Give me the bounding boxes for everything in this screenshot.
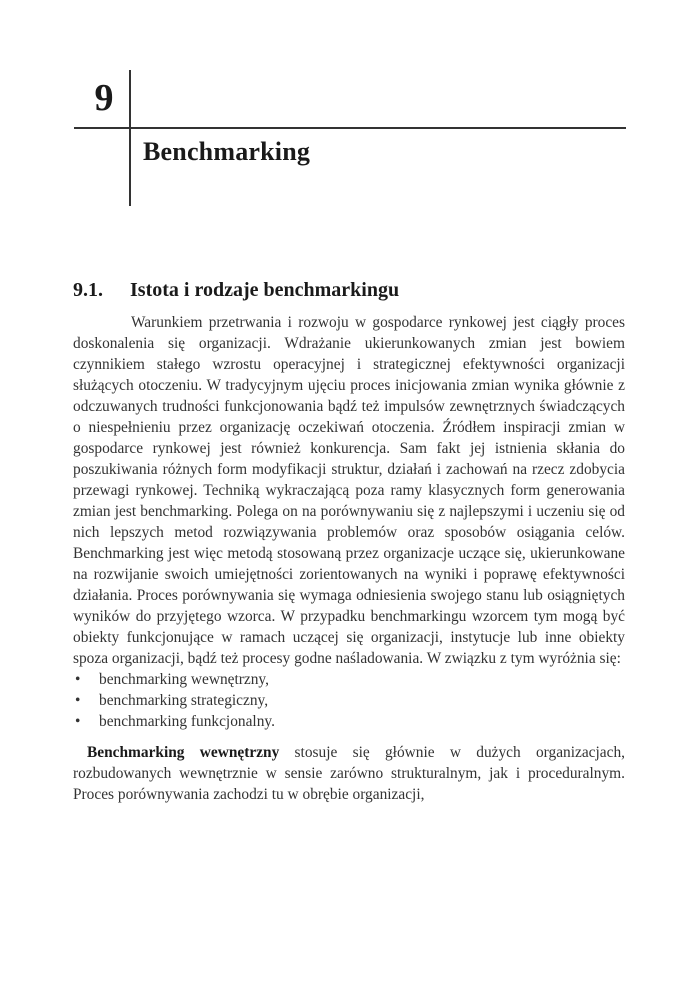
section-number: 9.1. (73, 279, 103, 301)
list-item (73, 690, 625, 711)
section-title: Istota i rodzaje benchmarkingu (130, 279, 400, 301)
chapter-number: 9 (94, 77, 114, 119)
bullet-icon: • (75, 671, 81, 688)
section-heading (73, 276, 399, 304)
paragraph-internal-text: stosuje się głównie w dużych organizacjach, rozbudowanych wewnętrznie w sensie zarówno strukturalnym, jak i proceduralnym. Proces porównywania zachodzi tu w obrębie organizacji, (73, 744, 625, 803)
list-item (73, 669, 625, 690)
bullet-icon: • (75, 713, 81, 730)
chapter-vertical-rule (129, 70, 131, 206)
paragraph-internal-benchmarking (73, 742, 625, 805)
chapter-title: Benchmarking (143, 137, 311, 166)
chapter-horizontal-rule (74, 127, 626, 129)
list-item-text: benchmarking funkcjonalny. (99, 713, 275, 730)
list-item (73, 711, 625, 732)
bullet-icon: • (75, 692, 81, 709)
list-item-text: benchmarking strategiczny, (99, 692, 269, 709)
list-item-text: benchmarking wewnętrzny, (99, 671, 269, 688)
body-text (73, 312, 625, 805)
benchmarking-types-list (73, 669, 625, 732)
term-internal-benchmarking: Benchmarking wewnętrzny (87, 744, 280, 761)
paragraph-intro: Warunkiem przetrwania i rozwoju w gospodarce rynkowej jest ciągły proces doskonalenia się organizacji. Wdrażanie ukierunkowanych zmian jest bowiem czynnikiem stałego wzrostu operacyjnej i strategicznej efektywności organizacji służących otoczeniu. W tradycyjnym ujęciu proces inicjowania zmian wynika głównie z odczuwanych trudności funkcjonowania bądź też impulsów zewnętrznych świadczących o niespełnieniu przez organizację oczekiwań otoczenia. Źródłem inspiracji zmian w gospodarce rynkowej jest również konkurencja. Sam fakt jej istnienia skłania do poszukiwania różnych form modyfikacji struktur, działań i zachowań na rzecz zdobycia przewagi rynkowej. Techniką wykraczającą poza ramy klasycznych form generowania zmian jest benchmarking. Polega on na porównywaniu się z najlepszymi i uczeniu się od nich lepszych metod rozwiązywania problemów oraz sposobów osiągania celów. Benchmarking jest więc metodą stosowaną przez organizacje uczące się, ukierunkowane na rozwijanie swoich umiejętności zorientowanych na wyniki i poprawę efektywności działania. Proces porównywania się wymaga odniesienia swojego stanu lub osiągniętych wyników do przyjętego wzorca. W przypadku benchmarkingu wzorcem tym mogą być obiekty funkcjonujące w ramach uczącej się organizacji, instytucje lub inne obiekty spoza organizacji, bądź też procesy godne naśladowania. W związku z tym wyróżnia się: (73, 314, 625, 667)
